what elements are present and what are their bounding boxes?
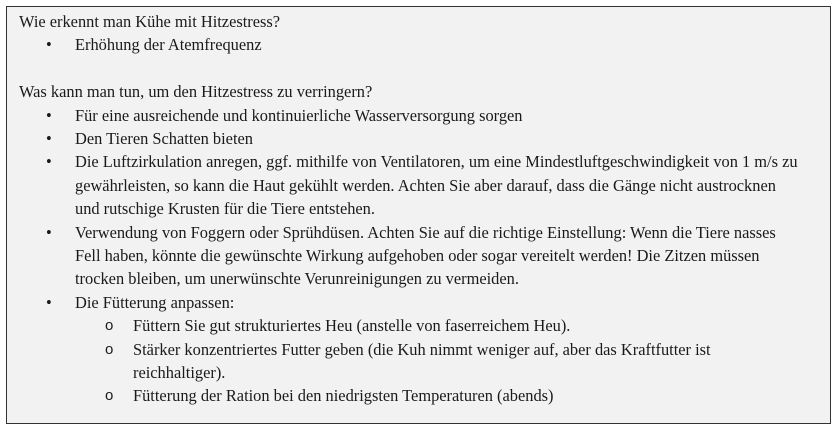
bullet-marker: • [46, 105, 52, 125]
sub-list-item [75, 314, 800, 337]
list-item-text: Den Tieren Schatten bieten [75, 129, 253, 149]
list-item-text: Die Fütterung anpassen: [75, 292, 235, 312]
question-reduce-heat-stress: Was kann man tun, um den Hitzestress zu verringern? [19, 82, 373, 102]
list-item [19, 150, 830, 220]
sub-list-item [75, 338, 800, 385]
bullet-marker: • [46, 292, 52, 312]
sub-bullet-marker: o [105, 340, 114, 358]
sub-list-item-text: Fütterung der Ration bei den niedrigsten Temperaturen (abends) [133, 386, 554, 406]
question-heat-stress-signs: Wie erkennt man Kühe mit Hitzestress? [19, 12, 281, 31]
list-item [19, 33, 830, 56]
list-item [19, 127, 830, 150]
list-item-text: Für eine ausreichende und kontinuierliche Wasserversorgung sorgen [75, 105, 523, 125]
sub-list-item-text: Füttern Sie gut strukturiertes Heu (anstelle von faserreichem Heu). [133, 316, 571, 336]
list-item [19, 104, 830, 127]
list-item-text: Die Luftzirkulation anregen, ggf. mithilfe von Ventilatoren, um eine Mindestluftgeschwindigkeit von 1 m/s zu gewährleisten, so kann die Haut gekühlt werden. Achten Sie aber darauf, dass die Gänge nicht austrocknen und rutschige Krusten für die Tiere entstehen. [75, 152, 798, 219]
bullet-marker: • [46, 222, 52, 242]
signs-list [19, 33, 830, 56]
sub-bullet-marker: o [105, 387, 114, 405]
list-item [19, 291, 830, 408]
sub-bullet-marker: o [105, 317, 114, 335]
list-item [19, 221, 830, 291]
text-box [6, 6, 831, 424]
feeding-sub-list [75, 314, 800, 408]
bullet-marker: • [46, 152, 52, 172]
measures-list [19, 104, 830, 408]
list-item-text: Erhöhung der Atemfrequenz [75, 35, 262, 55]
bullet-marker: • [46, 129, 52, 149]
paragraph-spacer [19, 57, 830, 80]
sub-list-item-text: Stärker konzentriertes Futter geben (die Kuh nimmt weniger auf, aber das Kraftfutter ist reichhaltiger). [133, 339, 711, 383]
bullet-marker: • [46, 35, 52, 55]
sub-list-item [75, 384, 800, 407]
list-item-text: Verwendung von Foggern oder Sprühdüsen. Achten Sie auf die richtige Einstellung: Wenn die Tiere nasses Fell haben, könnte die gewünschte Wirkung aufgehoben oder sogar vereitelt werden! Die Zitzen müssen trocken bleiben, um unerwünschte Verunreinigungen zu vermeiden. [75, 222, 776, 289]
